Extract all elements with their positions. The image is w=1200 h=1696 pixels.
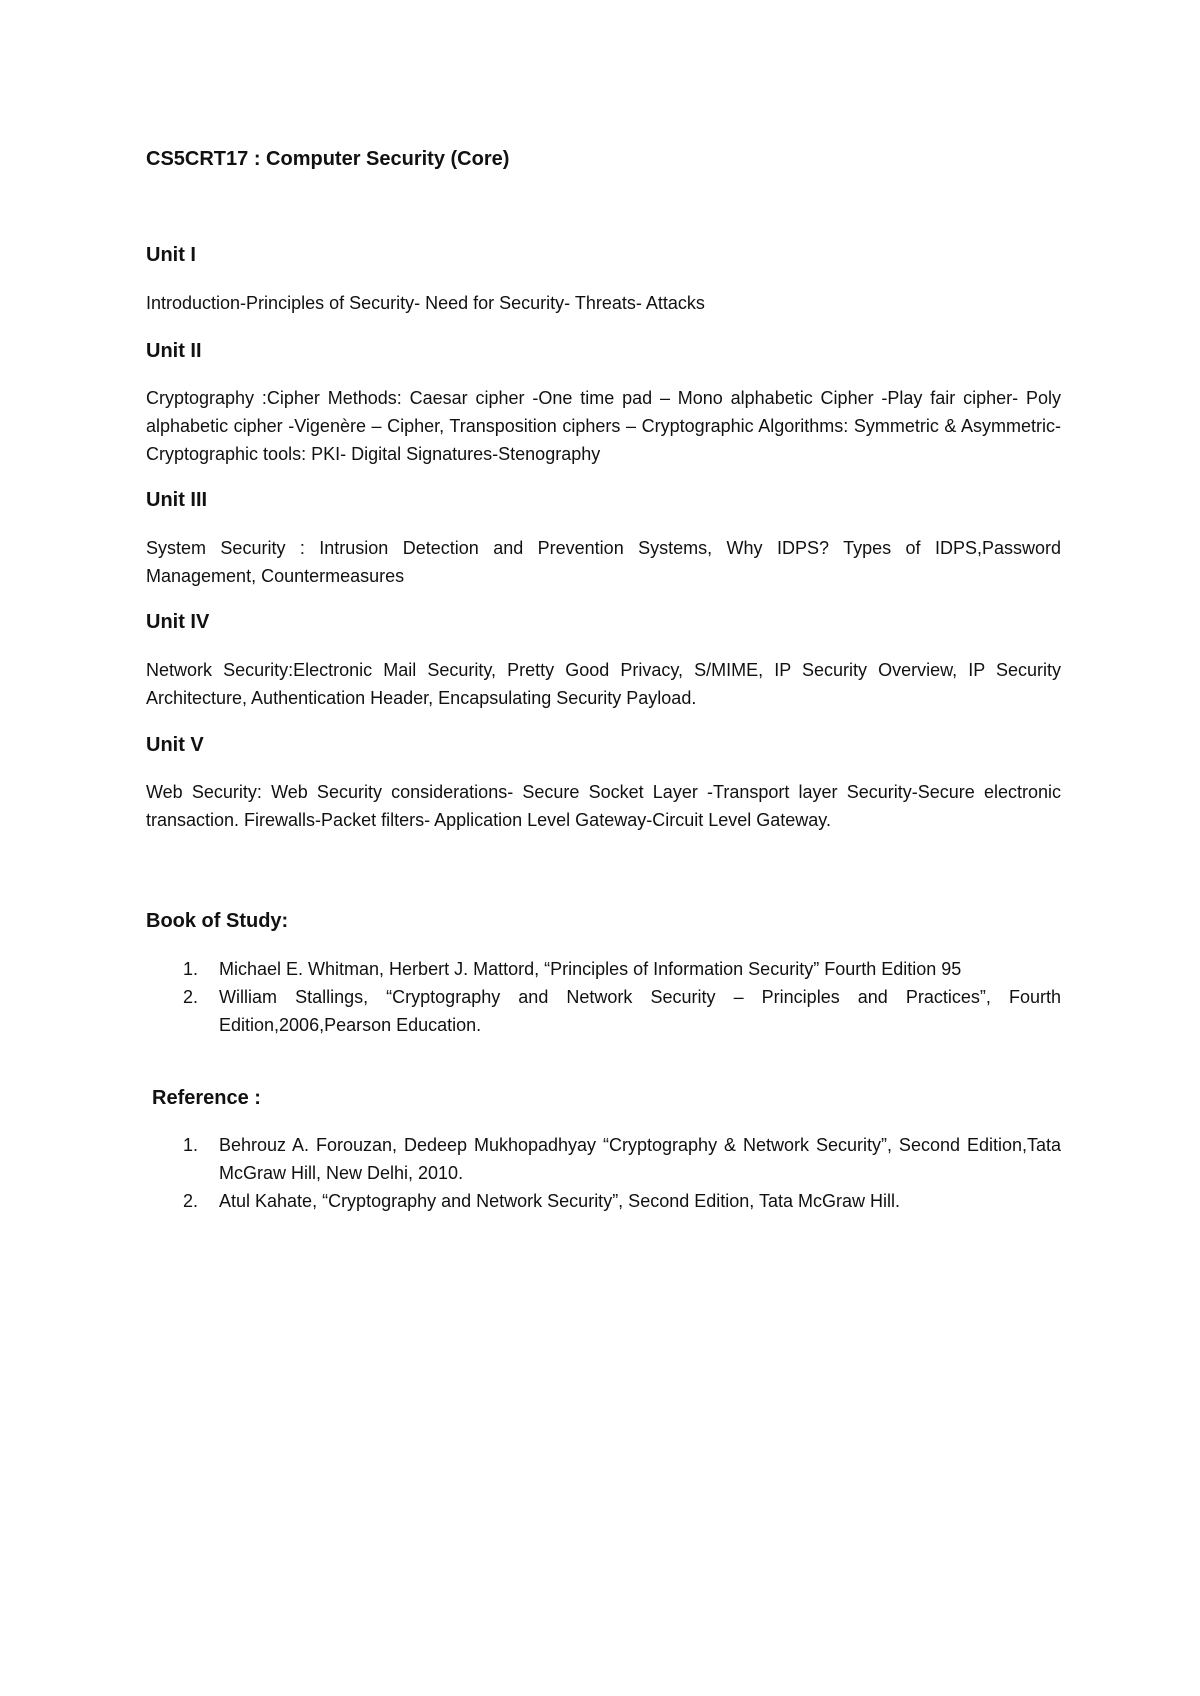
unit-4-heading: Unit IV — [146, 611, 210, 633]
reference-list — [146, 1131, 1061, 1215]
list-item-text: Atul Kahate, “Cryptography and Network Security”, Second Edition, Tata McGraw Hill. — [219, 1191, 900, 1211]
list-item-text: Behrouz A. Forouzan, Dedeep Mukhopadhyay “Cryptography & Network Security”, Second Edition,Tata McGraw Hill, New Delhi, 2010. — [219, 1135, 1061, 1183]
unit-5-body: Web Security: Web Security considerations- Secure Socket Layer -Transport layer Security-Secure electronic transaction. Firewalls-Packet filters- Application Level Gateway-Circuit Level Gateway. — [146, 782, 1061, 830]
unit-3-body: System Security : Intrusion Detection and Prevention Systems, Why IDPS? Types of IDPS,Password Management, Countermeasures — [146, 538, 1061, 586]
list-item-text: William Stallings, “Cryptography and Network Security – Principles and Practices”, Fourth Edition,2006,Pearson Education. — [219, 987, 1061, 1035]
list-number: 1. — [183, 1135, 199, 1155]
list-number: 2. — [183, 1191, 199, 1211]
book-of-study-heading: Book of Study: — [146, 910, 289, 932]
book-of-study-list — [146, 955, 1061, 1039]
unit-2-body: Cryptography :Cipher Methods: Caesar cipher -One time pad – Mono alphabetic Cipher -Play fair cipher- Poly alphabetic cipher -Vigenère – Cipher, Transposition ciphers – Cryptographic Algorithms: Symmetric & Asymmetric- Cryptographic tools: PKI- Digital Signatures-Stenography — [146, 388, 1061, 464]
unit-1-body: Introduction-Principles of Security- Need for Security- Threats- Attacks — [146, 293, 705, 313]
list-item — [146, 983, 1061, 1039]
unit-3-heading: Unit III — [146, 489, 208, 511]
list-item — [146, 1187, 1061, 1215]
unit-4-body: Network Security:Electronic Mail Security, Pretty Good Privacy, S/MIME, IP Security Overview, IP Security Architecture, Authentication Header, Encapsulating Security Payload. — [146, 660, 1061, 708]
list-item-text: Michael E. Whitman, Herbert J. Mattord, “Principles of Information Security” Fourth Edition 95 — [219, 959, 962, 979]
list-number: 2. — [183, 987, 199, 1007]
course-title: CS5CRT17 : Computer Security (Core) — [146, 148, 510, 170]
list-item — [146, 955, 1061, 983]
list-number: 1. — [183, 959, 199, 979]
reference-heading: Reference : — [152, 1087, 261, 1109]
unit-2-heading: Unit II — [146, 340, 202, 362]
list-item — [146, 1131, 1061, 1187]
unit-1-heading: Unit I — [146, 244, 196, 266]
unit-5-heading: Unit V — [146, 734, 204, 756]
